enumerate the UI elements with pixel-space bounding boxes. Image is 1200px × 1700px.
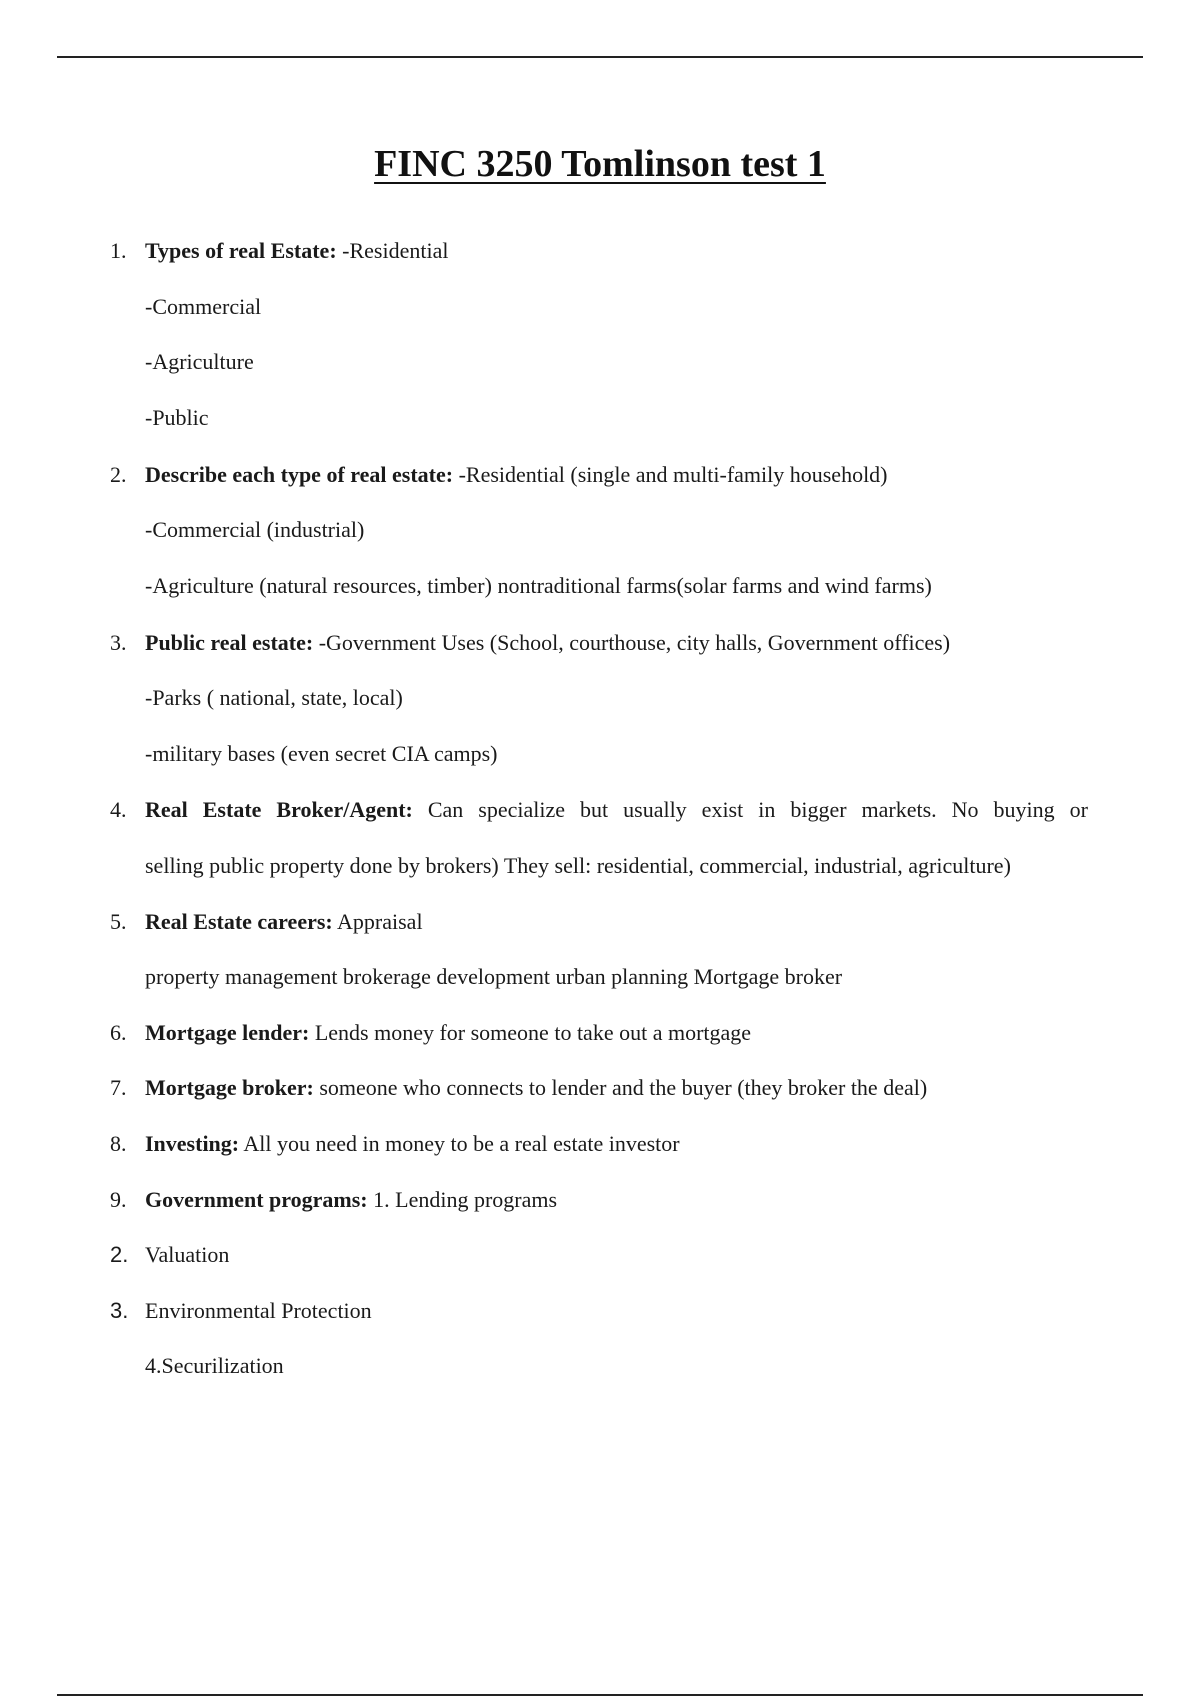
continuation-line: -Parks ( national, state, local) <box>145 685 403 710</box>
continuation-line: -Commercial (industrial) <box>145 517 365 542</box>
list-number: 9. <box>110 1187 127 1212</box>
sub-item-text: Valuation <box>145 1242 230 1267</box>
list-item-text <box>145 1074 927 1102</box>
list-number: 5. <box>110 909 127 934</box>
list-number: 2. <box>110 462 127 487</box>
list-item-text <box>145 1130 680 1158</box>
continuation-line: property management brokerage development urban planning Mortgage broker <box>145 964 843 989</box>
sub-item-number: 2. <box>110 1242 129 1267</box>
list-item-body: Lends money for someone to take out a mortgage <box>309 1020 752 1045</box>
list-item-body: -Government Uses (School, courthouse, city halls, Government offices) <box>313 630 951 655</box>
list-item-term: Investing: <box>145 1131 240 1156</box>
list-item-body: someone who connects to lender and the buyer (they broker the deal) <box>313 1075 928 1100</box>
list-item-text <box>145 629 950 657</box>
sub-item-text: Environmental Protection <box>145 1298 372 1323</box>
sub-item-number: 3. <box>110 1298 129 1323</box>
list-item-body: Can specialize but usually exist in bigger markets. No buying or <box>412 797 1088 822</box>
continuation-line: selling public property done by brokers) They sell: residential, commercial, industrial, agriculture) <box>145 853 1011 878</box>
list-item-body: 1. Lending programs <box>367 1187 558 1212</box>
list-item-text <box>145 1019 751 1047</box>
list-number: 4. <box>110 797 127 822</box>
bottom-rule <box>57 1694 1143 1696</box>
list-number: 1. <box>110 238 127 263</box>
list-item-text <box>145 237 448 265</box>
list-number: 3. <box>110 630 127 655</box>
continuation-line: -Agriculture (natural resources, timber) nontraditional farms(solar farms and wind farms) <box>145 573 932 598</box>
list-item-text <box>145 796 1088 824</box>
list-item-term: Mortgage lender: <box>145 1020 310 1045</box>
list-item-body: -Residential (single and multi-family household) <box>453 462 888 487</box>
list-item-term: Public real estate: <box>145 630 314 655</box>
list-number: 6. <box>110 1020 127 1045</box>
list-item-text <box>145 1186 557 1214</box>
list-item-term: Types of real Estate: <box>145 238 337 263</box>
list-item-term: Real Estate Broker/Agent: <box>145 797 413 822</box>
continuation-line: -Public <box>145 405 209 430</box>
list-item-text <box>145 461 888 489</box>
document-title <box>0 142 1200 186</box>
trailing-line: 4.Securilization <box>145 1353 284 1378</box>
list-item-term: Mortgage broker: <box>145 1075 314 1100</box>
document-title-text: FINC 3250 Tomlinson test 1 <box>374 143 826 185</box>
list-item-text <box>145 908 423 936</box>
continuation-line: -Commercial <box>145 294 262 319</box>
list-item-term: Real Estate careers: <box>145 909 333 934</box>
list-item-term: Government programs: <box>145 1187 368 1212</box>
list-number: 8. <box>110 1131 127 1156</box>
continuation-line: -Agriculture <box>145 349 254 374</box>
top-rule <box>57 56 1143 58</box>
list-item-body: All you need in money to be a real estate investor <box>239 1131 680 1156</box>
list-item-term: Describe each type of real estate: <box>145 462 454 487</box>
list-item-body: Appraisal <box>332 909 423 934</box>
continuation-line: -military bases (even secret CIA camps) <box>145 741 498 766</box>
list-number: 7. <box>110 1075 127 1100</box>
list-item-body: -Residential <box>336 238 449 263</box>
